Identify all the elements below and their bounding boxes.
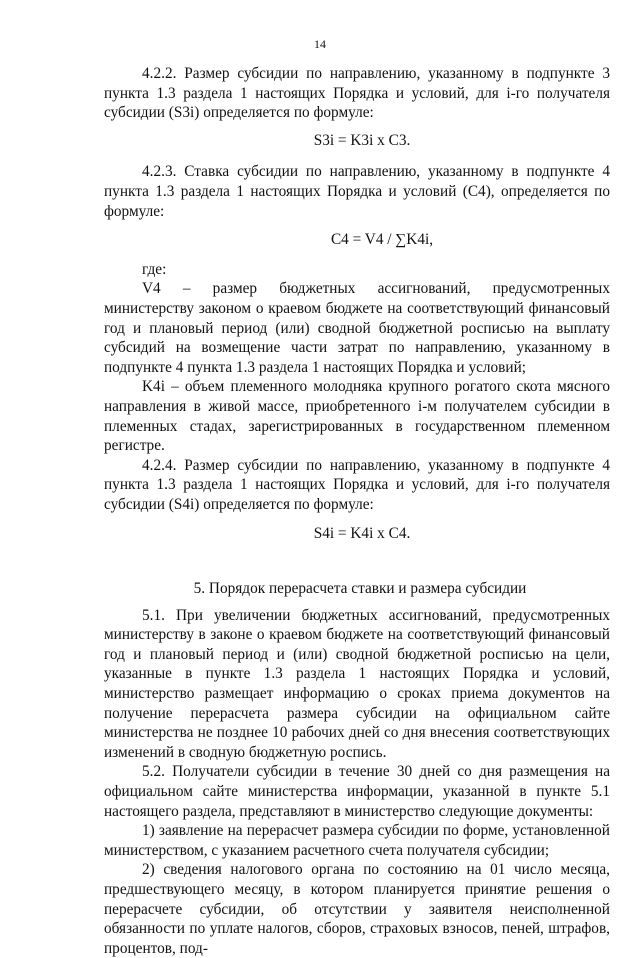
page-number: 14 [314, 37, 326, 51]
list-item-1: 1) заявление на перерасчет размера субсидии по форме, установленной министерством, с указанием расчетного счета получателя субсидии; [104, 822, 610, 859]
paragraph-4-2-3: 4.2.3. Ставка субсидии по направлению, указанному в подпункте 4 пункта 1.3 раздела 1 настоящих Порядка и условий (C4), определяется по формуле: [104, 163, 610, 220]
formula-s3: S3i = K3i x C3. [313, 131, 411, 149]
paragraph-4-2-4: 4.2.4. Размер субсидии по направлению, указанному в подпункте 4 пункта 1.3 раздела 1 настоящих Порядка и условий, для i-го получателя субсидии (S4i) определяется по формуле: [104, 456, 610, 513]
paragraph-5-2: 5.2. Получатели субсидии в течение 30 дней со дня размещения на официальном сайте министерства информации, указанной в пункте 5.1 настоящего раздела, представляют в министерство следующие документы: [104, 763, 610, 820]
paragraph-4-2-2: 4.2.2. Размер субсидии по направлению, указанному в подпункте 3 пункта 1.3 раздела 1 настоящих Порядка и условий, для i-го получателя субсидии (S3i) определяется по формуле: [104, 65, 610, 122]
paragraph-5-1: 5.1. При увеличении бюджетных ассигнований, предусмотренных министерству в законе о краевом бюджете на соответствующий финансовый год и плановый период и (или) сводной бюджетной росписью на цели, указанные в пункте 1.3 раздела 1 настоящих Порядка и условий, министерство размещает информацию о сроках приема документов на получение перерасчета размера субсидии на официальном сайте министерства не позднее 10 рабочих дней со дня внесения соответствующих изменений в сводную бюджетную роспись. [104, 606, 610, 761]
where-label: где: [142, 260, 167, 278]
page-content [104, 64, 610, 958]
definition-k4: K4i – объем племенного молодняка крупного рогатого скота мясного направления в живой массе, приобретенного i-м получателем субсидии в племенных стадах, зарегистрированных в государственном племенном регистре. [104, 378, 610, 455]
formula-s4: S4i = K4i x C4. [313, 525, 411, 543]
section-spacer [104, 557, 610, 579]
list-item-2: 2) сведения налогового органа по состоянию на 01 число месяца, предшествующего месяцу, в котором планируется принятие решения о перерасчете субсидии, об отсутствии у заявителя неисполненной обязанности по уплате налогов, сборов, страховых взносов, пеней, штрафов, процентов, под- [104, 861, 610, 957]
definition-v4: V4 – размер бюджетных ассигнований, предусмотренных министерству законом о краевом бюджете на соответствующий финансовый год и плановый период (или) сводной бюджетной росписью на выплату субсидий на возмещение части затрат по направлению, указанному в подпункте 4 пункта 1.3 раздела 1 настоящих Порядка и условий; [104, 280, 610, 376]
formula-c4: C4 = V4 / ∑K4i, [330, 231, 434, 249]
section-5-title: 5. Порядок перерасчета ставки и размера субсидии [193, 580, 527, 598]
